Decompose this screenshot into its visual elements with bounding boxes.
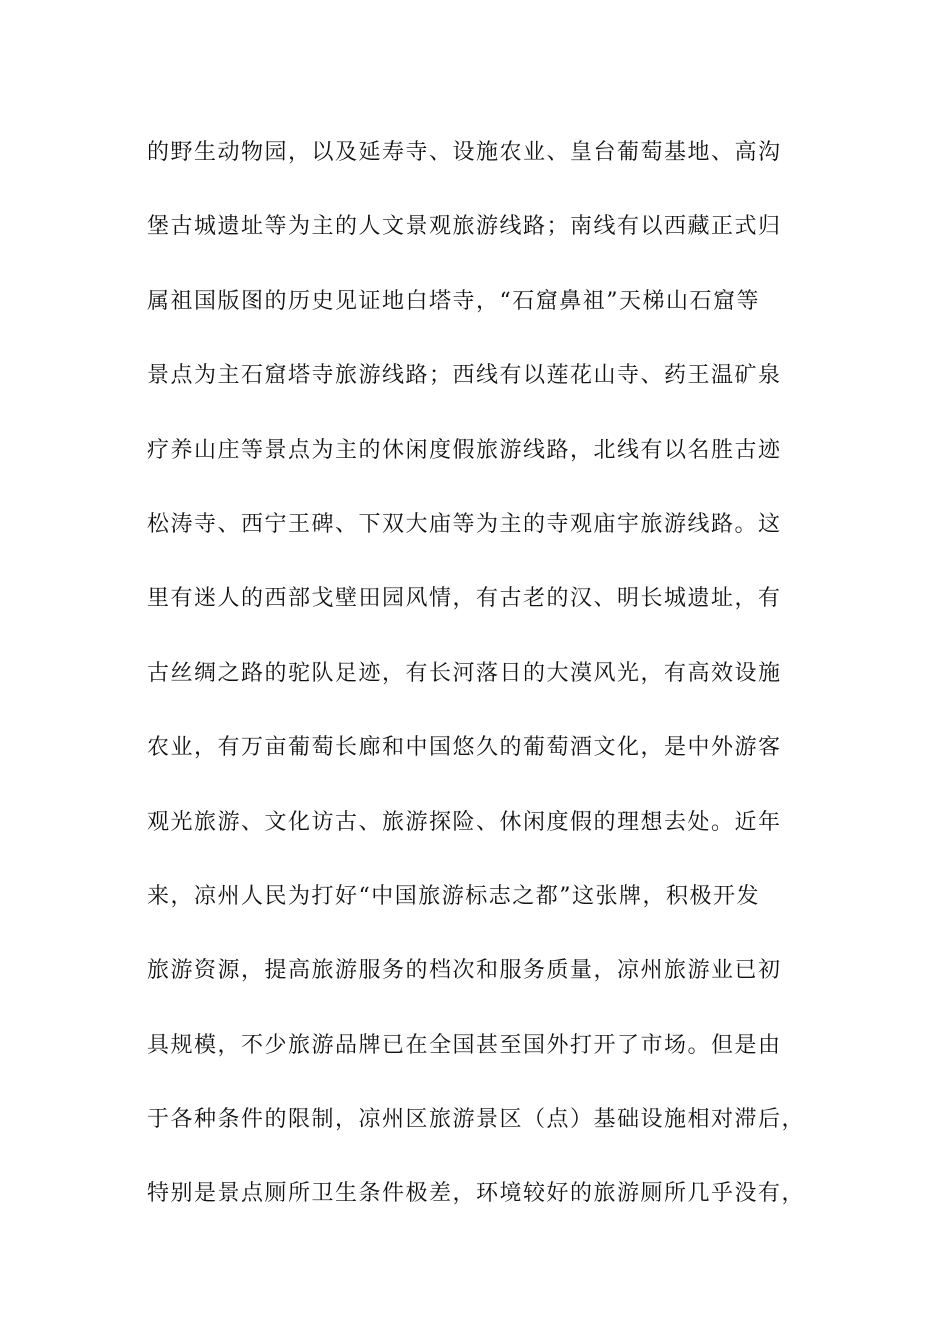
text-line: 于各种条件的限制，凉州区旅游景区（点）基础设施相对滞后， (147, 1107, 806, 1133)
text-line: 农业，有万亩葡萄长廊和中国悠久的葡萄酒文化，是中外游客 (147, 735, 782, 761)
text-line: 属祖国版图的历史见证地白塔寺，“石窟鼻祖”天梯山石窟等 (147, 288, 760, 314)
text-line: 堡古城遗址等为主的人文景观旅游线路；南线有以西藏正式归 (147, 214, 782, 240)
text-line: 的野生动物园，以及延寿寺、设施农业、皇台葡萄基地、高沟 (147, 140, 782, 165)
text-line: 来，凉州人民为打好“中国旅游标志之都”这张牌，积极开发 (147, 883, 760, 909)
text-line: 古丝绸之路的驼队足迹，有长河落日的大漠风光，有高效设施 (147, 660, 782, 686)
text-line: 松涛寺、西宁王碑、下双大庙等为主的寺观庙宇旅游线路。这 (147, 511, 782, 537)
body-text (147, 131, 807, 1247)
text-line: 具规模，不少旅游品牌已在全国甚至国外打开了市场。但是由 (147, 1032, 782, 1058)
text-line: 旅游资源，提高旅游服务的档次和服务质量，凉州旅游业已初 (147, 958, 782, 984)
text-line: 特别是景点厕所卫生条件极差，环境较好的旅游厕所几乎没有， (147, 1181, 806, 1207)
text-line: 景点为主石窟塔寺旅游线路；西线有以莲花山寺、药王温矿泉 (147, 363, 782, 389)
text-line: 观光旅游、文化访古、旅游探险、休闲度假的理想去处。近年 (147, 809, 782, 835)
text-line: 里有迷人的西部戈壁田园风情，有古老的汉、明长城遗址，有 (147, 586, 782, 612)
text-line: 疗养山庄等景点为主的休闲度假旅游线路，北线有以名胜古迹 (147, 437, 782, 463)
